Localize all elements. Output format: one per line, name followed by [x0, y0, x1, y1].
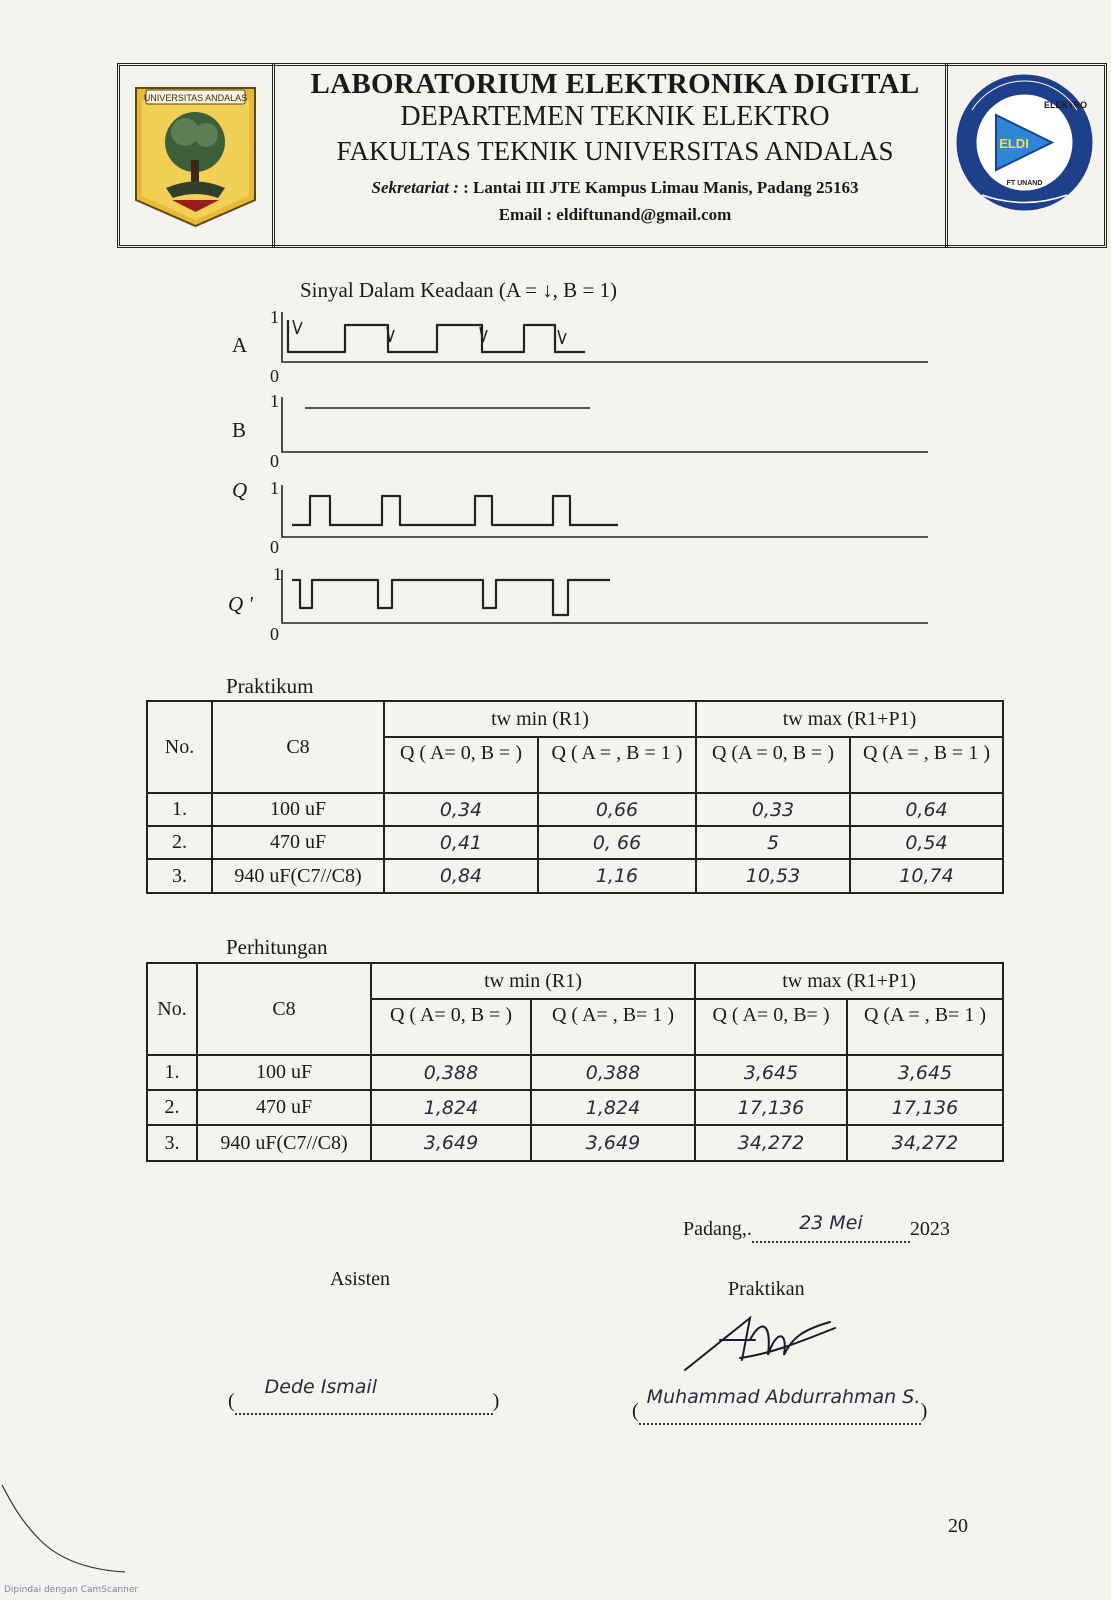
praktikum-r3-v2: 1,16	[538, 859, 696, 893]
asisten-open-paren: (	[228, 1390, 235, 1412]
asisten-name-field	[235, 1376, 493, 1415]
faculty-name: FAKULTAS TEKNIK UNIVERSITAS ANDALAS	[336, 136, 894, 166]
signal-b-lo: 0	[270, 451, 279, 471]
perhitungan-r1-v2: 0,388	[531, 1055, 695, 1090]
praktikum-sub-1: Q ( A= 0, B = )	[384, 737, 538, 793]
praktikum-r1-v1: 0,34	[384, 793, 538, 826]
date-line	[683, 1212, 950, 1243]
perhitungan-table	[146, 962, 1004, 1162]
praktikum-r1-v2: 0,66	[538, 793, 696, 826]
perhitungan-sub-4: Q (A = , B= 1 )	[847, 999, 1003, 1055]
praktikum-sub-3: Q (A = 0, B = )	[696, 737, 850, 793]
praktikum-head-twmax: tw max (R1+P1)	[696, 701, 1003, 737]
perhitungan-r1-c8: 100 uF	[197, 1055, 371, 1090]
praktikum-r1-v3: 0,33	[696, 793, 850, 826]
praktikan-open-paren: (	[632, 1400, 639, 1422]
signal-q-hi: 1	[270, 478, 279, 498]
signal-a-lo: 0	[270, 366, 279, 386]
perhitungan-r2-v2: 1,824	[531, 1090, 695, 1125]
lab-name: LABORATORIUM ELEKTRONIKA DIGITAL	[310, 68, 920, 100]
eldi-logo-center: ELDI	[999, 136, 1029, 151]
table-row	[147, 859, 1003, 893]
praktikum-head-c8: C8	[212, 701, 384, 793]
perhitungan-r2-v3: 17,136	[695, 1090, 847, 1125]
signal-qbar-hi: 1	[273, 564, 282, 584]
praktikum-r2-c8: 470 uF	[212, 826, 384, 859]
secretariat-address: : Lantai III JTE Kampus Limau Manis, Padang 25163	[463, 178, 859, 197]
praktikum-title: Praktikum	[226, 674, 314, 698]
perhitungan-r2-no: 2.	[147, 1090, 197, 1125]
perhitungan-r3-no: 3.	[147, 1125, 197, 1161]
signal-a-hi: 1	[270, 307, 279, 327]
praktikan-close-paren: )	[920, 1400, 928, 1422]
axis-b	[282, 397, 928, 452]
perhitungan-head-twmin: tw min (R1)	[371, 963, 695, 999]
praktikan-name-field	[639, 1386, 921, 1425]
praktikum-r3-no: 3.	[147, 859, 212, 893]
praktikan-name: Muhammad Abdurrahman S.	[646, 1386, 921, 1408]
signal-label-q: Q	[232, 478, 248, 502]
date-field	[752, 1212, 910, 1243]
table-row	[147, 1125, 1003, 1161]
perhitungan-head-twmax: tw max (R1+P1)	[695, 963, 1003, 999]
email-line: Email : eldiftunand@gmail.com	[498, 205, 732, 224]
axis-a	[282, 312, 928, 362]
perhitungan-sub-3: Q ( A= 0, B= )	[695, 999, 847, 1055]
praktikum-r3-v1: 0,84	[384, 859, 538, 893]
perhitungan-r3-c8: 940 uF(C7//C8)	[197, 1125, 371, 1161]
scan-edge-marks	[0, 1480, 140, 1590]
signal-label-qbar: Q '	[228, 592, 253, 616]
praktikum-r1-no: 1.	[147, 793, 212, 826]
date-year: 2023	[909, 1218, 950, 1240]
signal-label-b: B	[232, 418, 247, 442]
praktikum-r2-v2: 0, 66	[538, 826, 696, 859]
table-row	[147, 826, 1003, 859]
praktikum-r1-c8: 100 uF	[212, 793, 384, 826]
praktikum-r3-v4: 10,74	[850, 859, 1003, 893]
perhitungan-r2-v4: 17,136	[847, 1090, 1003, 1125]
department-name: DEPARTEMEN TEKNIK ELEKTRO	[400, 101, 830, 132]
timing-diagram	[0, 0, 1111, 660]
praktikum-r2-no: 2.	[147, 826, 212, 859]
page-number: 20	[948, 1515, 968, 1537]
perhitungan-r2-c8: 470 uF	[197, 1090, 371, 1125]
perhitungan-r3-v2: 3,649	[531, 1125, 695, 1161]
perhitungan-head-no: No.	[147, 963, 197, 1055]
perhitungan-r1-no: 1.	[147, 1055, 197, 1090]
asisten-name: Dede Ismail	[264, 1376, 377, 1398]
asisten-label: Asisten	[330, 1268, 390, 1290]
secretariat-label: Sekretariat :	[371, 178, 459, 197]
asisten-signature-line	[228, 1376, 500, 1415]
perhitungan-r2-v1: 1,824	[371, 1090, 531, 1125]
perhitungan-r1-v4: 3,645	[847, 1055, 1003, 1090]
praktikum-sub-4: Q (A = , B = 1 )	[850, 737, 1003, 793]
praktikan-label: Praktikan	[728, 1278, 805, 1300]
praktikum-head-no: No.	[147, 701, 212, 793]
perhitungan-r3-v3: 34,272	[695, 1125, 847, 1161]
praktikum-r2-v1: 0,41	[384, 826, 538, 859]
perhitungan-r1-v1: 0,388	[371, 1055, 531, 1090]
waveform-qbar	[292, 580, 610, 615]
perhitungan-sub-1: Q ( A= 0, B = )	[371, 999, 531, 1055]
date-place: Padang,.	[683, 1218, 752, 1240]
eldi-logo-inner: ELEKTRO	[1044, 100, 1088, 110]
signal-title: Sinyal Dalam Keadaan (A = ↓, B = 1)	[300, 278, 618, 302]
perhitungan-head-c8: C8	[197, 963, 371, 1055]
perhitungan-r3-v4: 34,272	[847, 1125, 1003, 1161]
logo-left-text: UNIVERSITAS ANDALAS	[143, 93, 248, 103]
asisten-close-paren: )	[492, 1390, 500, 1412]
perhitungan-sub-2: Q ( A= , B= 1 )	[531, 999, 695, 1055]
perhitungan-r3-v1: 3,649	[371, 1125, 531, 1161]
waveform-q	[292, 496, 618, 525]
perhitungan-r1-v3: 3,645	[695, 1055, 847, 1090]
praktikum-head-twmin: tw min (R1)	[384, 701, 696, 737]
table-row	[147, 793, 1003, 826]
praktikum-r3-c8: 940 uF(C7//C8)	[212, 859, 384, 893]
praktikum-r3-v3: 10,53	[696, 859, 850, 893]
signal-qbar-lo: 0	[270, 624, 279, 644]
praktikan-signature-line	[632, 1386, 928, 1425]
signal-q-lo: 0	[270, 537, 279, 557]
praktikum-r1-v4: 0,64	[850, 793, 1003, 826]
perhitungan-title: Perhitungan	[226, 935, 328, 959]
axis-q	[282, 485, 928, 537]
signal-b-hi: 1	[270, 391, 279, 411]
eldi-logo-bottom: FT UNAND	[1006, 180, 1043, 187]
signal-label-a: A	[232, 333, 248, 357]
table-row	[147, 1090, 1003, 1125]
scanner-watermark: Dipindai dengan CamScanner	[4, 1585, 139, 1595]
praktikan-signature	[680, 1310, 840, 1380]
praktikum-table	[146, 700, 1004, 894]
date-handwritten: 23 Mei	[799, 1212, 863, 1234]
waveform-a	[288, 320, 585, 352]
table-row	[147, 1055, 1003, 1090]
praktikum-r2-v3: 5	[696, 826, 850, 859]
praktikum-sub-2: Q ( A = , B = 1 )	[538, 737, 696, 793]
praktikum-r2-v4: 0,54	[850, 826, 1003, 859]
